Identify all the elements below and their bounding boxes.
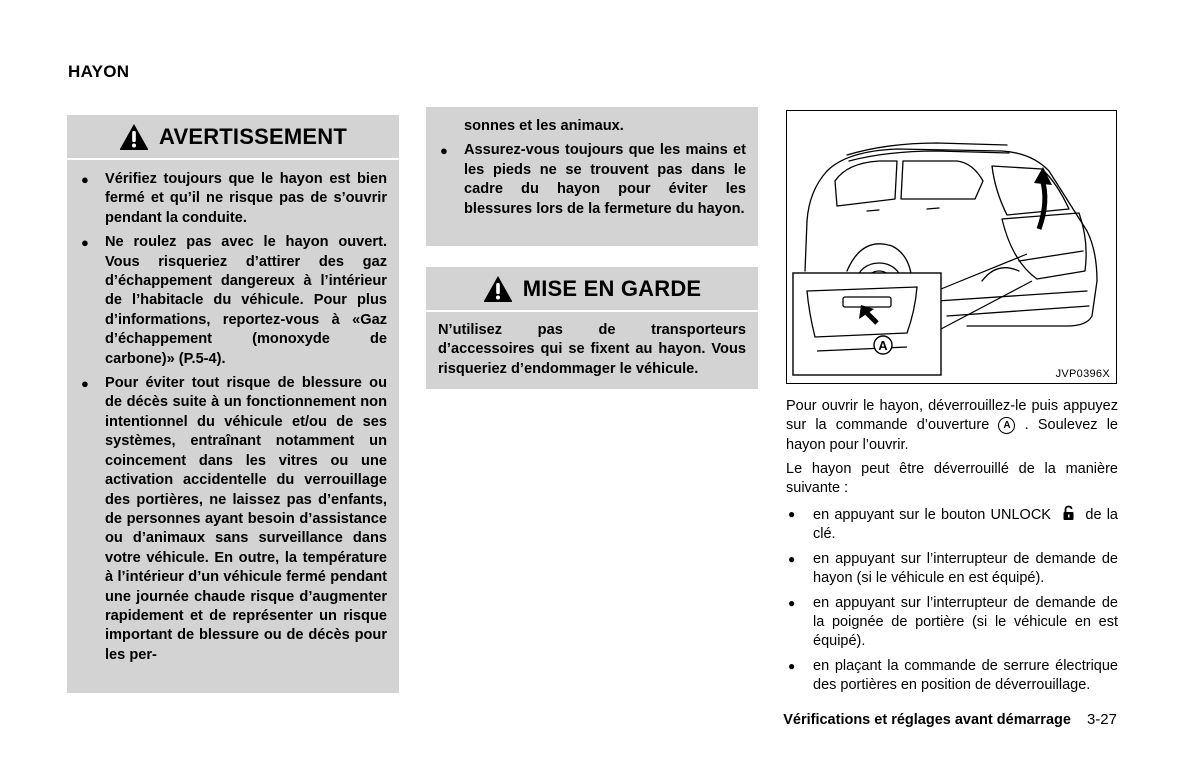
unlock-icon — [1062, 505, 1076, 521]
list-item-text: en plaçant la commande de serrure électrique des portières en position de déverrouillage. — [813, 657, 1118, 694]
unlock-methods-list — [786, 505, 1118, 701]
warning-item-text: Vérifiez toujours que le hayon est bien fermé et qu’il ne risque pas de s’ouvrir pendant la conduite. — [105, 171, 387, 226]
warning-continuation-box — [426, 107, 758, 246]
list-item: ● Vérifiez toujours que le hayon est bien fermé et qu’il ne risque pas de s’ouvrir pendant la conduite. — [81, 171, 387, 226]
caution-text: N’utilisez pas de transporteurs d’accessoires qui se fixent au hayon. Vous risqueriez d’endommager le véhicule. — [438, 322, 746, 377]
list-item: ● en appuyant sur l’interrupteur de demande de la poignée de portière (si le véhicule en est équipé). — [788, 594, 1118, 650]
body-paragraph-text: . Soulevez le hayon pour l’ouvrir. — [786, 417, 1118, 453]
list-item-text: de la clé. — [813, 507, 1118, 543]
warning-continuation-text: sonnes et les animaux. — [464, 118, 624, 134]
list-item-text: en appuyant sur l’interrupteur de demande de la poignée de portière (si le véhicule en est équipé). — [813, 594, 1118, 650]
list-item: ● en appuyant sur le bouton UNLOCK de la clé. — [788, 507, 1118, 543]
caution-header — [426, 267, 758, 312]
body-paragraph: Le hayon peut être déverrouillé de la manière suivante : — [786, 461, 1118, 497]
warning-list — [67, 160, 399, 665]
car-rear-illustration — [787, 111, 1117, 384]
warning-title: AVERTISSEMENT — [159, 123, 347, 149]
list-item-text: en appuyant sur l’interrupteur de demande de hayon (si le véhicule en est équipé). — [813, 550, 1118, 587]
caution-box — [426, 267, 758, 389]
list-item: ● en appuyant sur l’interrupteur de demande de hayon (si le véhicule en est équipé). — [788, 550, 1118, 587]
warning-header — [67, 115, 399, 160]
caution-title: MISE EN GARDE — [522, 275, 702, 301]
body-paragraph — [786, 397, 1118, 455]
callout-a-icon: A — [998, 417, 1015, 434]
warning-continued-list — [426, 141, 758, 219]
warning-item-text: Assurez-vous toujours que les mains et les pieds ne se trouvent pas dans le cadre du hayon pour éviter les blessures lors de la fermeture du hayon. — [464, 142, 746, 217]
list-item: ● Ne roulez pas avec le hayon ouvert. Vous risqueriez d’attirer des gaz d’échappement dangereux à l’intérieur de l’habitacle du véhicule. Pour plus d’informations, reportez-vous à «Gaz d’échappement (monoxyde de carbone)» (P.5-4). — [81, 234, 387, 367]
caution-triangle-icon — [483, 275, 513, 303]
body-paragraph-text: Pour ouvrir le hayon, déverrouillez-le puis appuyez sur la commande d’ouverture — [786, 398, 1118, 434]
tailgate-figure — [786, 110, 1117, 384]
figure-code: JVP0396X — [1055, 368, 1110, 380]
warning-item-text: Ne roulez pas avec le hayon ouvert. Vous risqueriez d’attirer des gaz d’échappement dangereux à l’intérieur de l’habitacle du véhicule. Pour plus d’informations, reportez-vous à «Gaz d’échappement (monoxyde de carbone)» (P.5-4). — [105, 234, 387, 367]
list-item-text: en appuyant sur le bouton UNLOCK — [813, 507, 1051, 523]
list-item: ● Pour éviter tout risque de blessure ou de décès suite à un fonctionnement non intentionnel du véhicule et/ou de ses systèmes, entraînant notamment un coincement dans les vitres ou une activation accidentelle du verrouillage des portières, ne laissez pas d’enfants, de personnes ayant besoin d’assistance ou d’animaux sans surveillance dans votre véhicule. En outre, la température à l’intérieur d’un véhicule fermé pendant une journée chaude risque d’augmenter rapidement et de représenter un risque important de blessure ou de décès pour les per- — [81, 375, 387, 663]
page-footer — [783, 711, 1117, 728]
footer-title: Vérifications et réglages avant démarrage — [783, 712, 1071, 728]
section-title: HAYON — [68, 62, 130, 81]
warning-item-text: Pour éviter tout risque de blessure ou de décès suite à un fonctionnement non intentionnel du véhicule et/ou de ses systèmes, entraînant notamment un coincement dans les vitres ou une activation accidentelle du verrouillage des portières, ne laissez pas d’enfants, de personnes ayant besoin d’assistance ou d’animaux sans surveillance dans votre véhicule. En outre, la température à l’intérieur d’un véhicule fermé pendant une journée chaude risque d’augmenter rapidement et de représenter un risque important de blessure ou de décès pour les per- — [105, 375, 387, 663]
warning-box — [67, 115, 399, 693]
page-number: 3-27 — [1086, 711, 1117, 728]
callout-label: A — [878, 338, 888, 353]
warning-triangle-icon — [119, 123, 149, 151]
list-item: ● en plaçant la commande de serrure électrique des portières en position de déverrouillage. — [788, 657, 1118, 694]
list-item: ● Assurez-vous toujours que les mains et les pieds ne se trouvent pas dans le cadre du hayon pour éviter les blessures lors de la fermeture du hayon. — [440, 142, 746, 217]
